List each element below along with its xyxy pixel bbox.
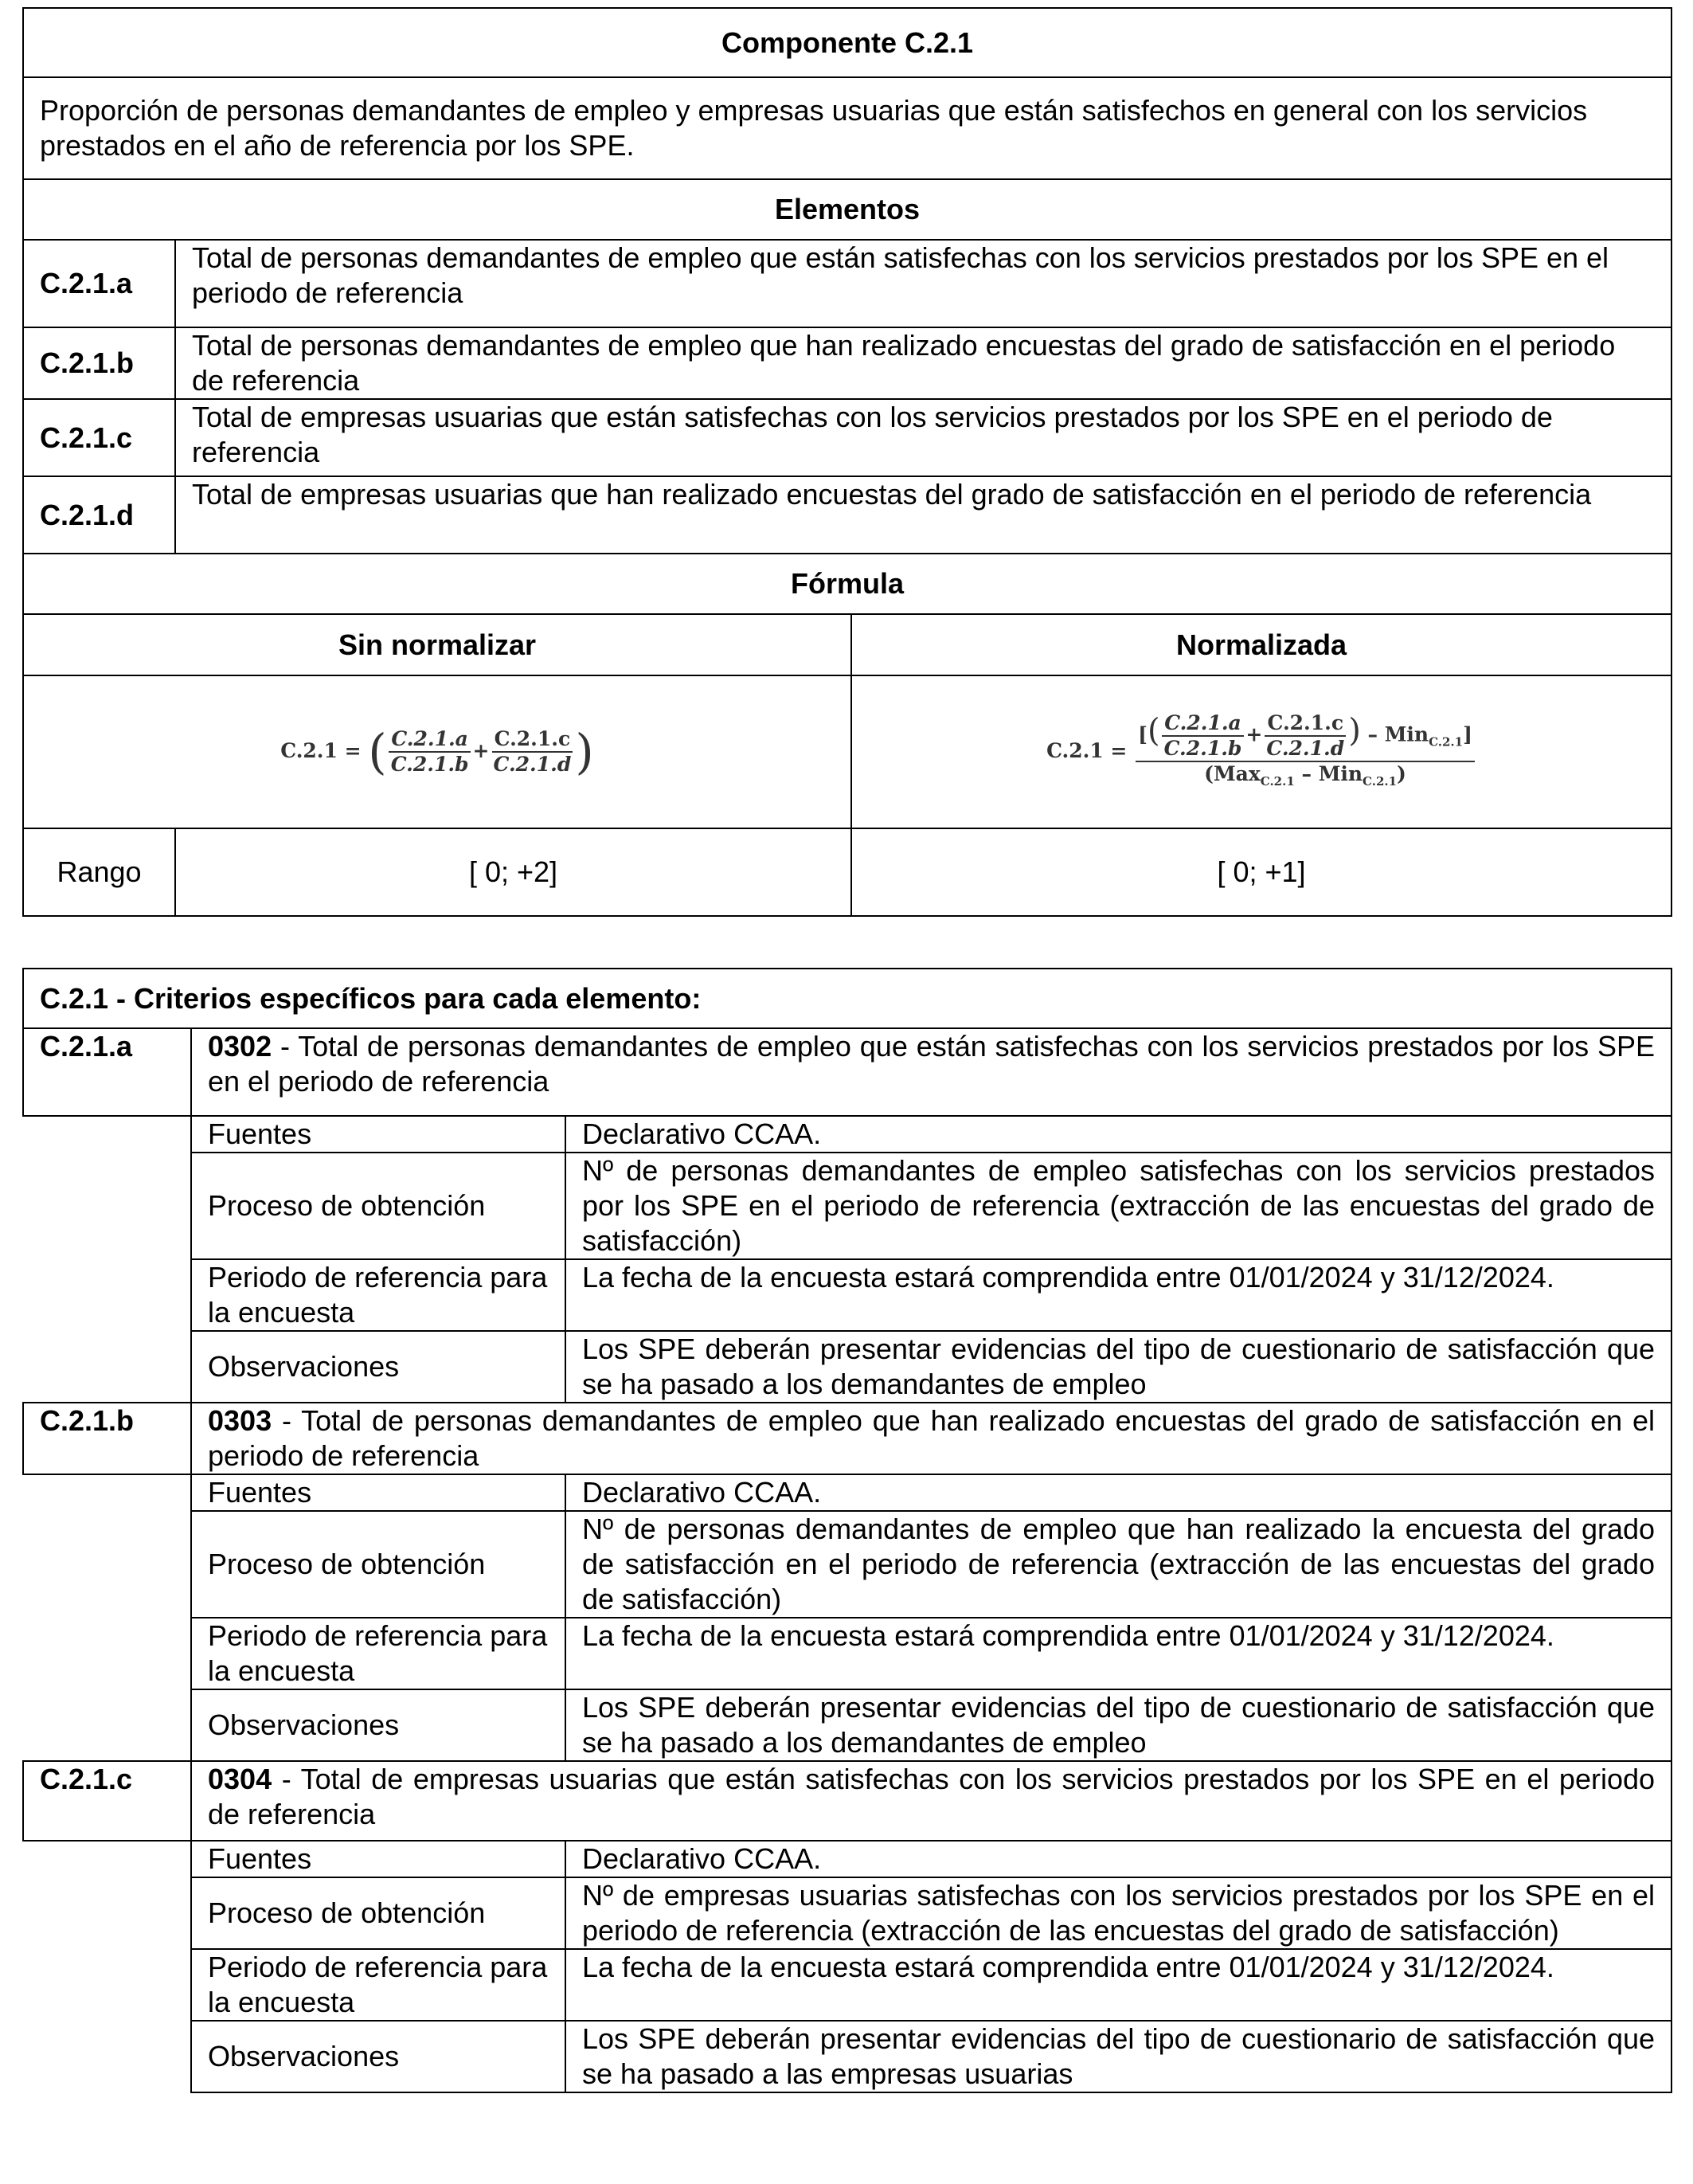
formula-denominator-b: C.2.1.b: [390, 753, 469, 776]
criteria-code: C.2.1.c: [23, 1761, 191, 1841]
formula-lhs: C.2.1 =: [280, 738, 362, 762]
fuentes-value: Declarativo CCAA.: [565, 1841, 1671, 1877]
component-table: [22, 7, 1672, 917]
observaciones-value: Los SPE deberán presentar evidencias del tipo de cuestionario de satisfacción que se ha pasado a las empresas usuarias: [565, 2021, 1671, 2092]
criteria-number: 0303: [208, 1404, 272, 1437]
proceso-value: Nº de personas demandantes de empleo que han realizado la encuesta del grado de satisfacción en el periodo de referencia (extracción de las encuestas del grado de satisfacción): [565, 1511, 1671, 1618]
observaciones-value: Los SPE deberán presentar evidencias del tipo de cuestionario de satisfacción que se ha pasado a los demandantes de empleo: [565, 1689, 1671, 1761]
criteria-code: C.2.1.a: [23, 1028, 191, 1116]
elements-header: Elementos: [23, 179, 1671, 240]
observaciones-value: Los SPE deberán presentar evidencias del tipo de cuestionario de satisfacción que se ha pasado a los demandantes de empleo: [565, 1331, 1671, 1403]
fuentes-label: Fuentes: [191, 1841, 565, 1877]
range-label: Rango: [23, 828, 175, 916]
proceso-label: Proceso de obtención: [191, 1511, 565, 1618]
proceso-label: Proceso de obtención: [191, 1153, 565, 1259]
fuentes-value: Declarativo CCAA.: [565, 1116, 1671, 1153]
periodo-label: Periodo de referencia para la encuesta: [191, 1259, 565, 1331]
criteria-heading: 0303 - Total de personas demandantes de empleo que han realizado encuestas del grado de satisfacción en el periodo de referencia: [191, 1403, 1671, 1474]
periodo-value: La fecha de la encuesta estará comprendida entre 01/01/2024 y 31/12/2024.: [565, 1949, 1671, 2021]
formula-plus: +: [472, 738, 490, 762]
observaciones-label: Observaciones: [191, 2021, 565, 2092]
range-normalizada: [ 0; +1]: [851, 828, 1671, 916]
observaciones-label: Observaciones: [191, 1331, 565, 1403]
proceso-label: Proceso de obtención: [191, 1877, 565, 1949]
criteria-number: 0304: [208, 1763, 272, 1795]
criteria-heading: 0302 - Total de personas demandantes de empleo que están satisfechas con los servicios prestados por los SPE en el periodo de referencia: [191, 1028, 1671, 1116]
periodo-label: Periodo de referencia para la encuesta: [191, 1949, 565, 2021]
element-text: Total de personas demandantes de empleo que están satisfechas con los servicios prestados por los SPE en el periodo de referencia: [175, 240, 1671, 327]
column-sin-normalizar: Sin normalizar: [23, 614, 851, 675]
criteria-code: C.2.1.b: [23, 1403, 191, 1474]
criteria-table: [22, 968, 1672, 2093]
proceso-value: Nº de personas demandantes de empleo satisfechas con los servicios prestados por los SPE en el periodo de referencia (extracción de las encuestas del grado de satisfacción): [565, 1153, 1671, 1259]
component-title: Componente C.2.1: [23, 8, 1671, 77]
fuentes-label: Fuentes: [191, 1116, 565, 1153]
formula-numerator-a: C.2.1.a: [389, 727, 471, 753]
criteria-number: 0302: [208, 1030, 272, 1063]
formula-denominator-d: C.2.1.d: [493, 753, 572, 776]
observaciones-label: Observaciones: [191, 1689, 565, 1761]
criteria-heading: 0304 - Total de empresas usuarias que están satisfechas con los servicios prestados por los SPE en el periodo de referencia: [191, 1761, 1671, 1841]
component-description: Proporción de personas demandantes de empleo y empresas usuarias que están satisfechos en general con los servicios prestados en el año de referencia por los SPE.: [23, 77, 1671, 179]
element-code: C.2.1.c: [23, 399, 175, 476]
element-code: C.2.1.a: [23, 240, 175, 327]
fuentes-value: Declarativo CCAA.: [565, 1474, 1671, 1511]
formula-numerator-c: C.2.1.c: [492, 727, 573, 753]
range-sin-normalizar: [ 0; +2]: [175, 828, 851, 916]
periodo-value: La fecha de la encuesta estará comprendida entre 01/01/2024 y 31/12/2024.: [565, 1259, 1671, 1331]
element-text: Total de empresas usuarias que han realizado encuestas del grado de satisfacción en el periodo de referencia: [175, 476, 1671, 554]
periodo-value: La fecha de la encuesta estará comprendida entre 01/01/2024 y 31/12/2024.: [565, 1618, 1671, 1689]
formula-normalized: C.2.1 = [( $\frac{C.2.1.a}{C.2.1.b}$ + $\frac{C.2.1.c}{C.2.1.d}$ ) – Min$_{C.2.1}$] (Max$_{C.2.1}$ – Min$_{C.2.1}$): [1046, 739, 1476, 762]
element-text: Total de empresas usuarias que están satisfechas con los servicios prestados por los SPE en el periodo de referencia: [175, 399, 1671, 476]
proceso-value: Nº de empresas usuarias satisfechas con los servicios prestados por los SPE en el periodo de referencia (extracción de las encuestas del grado de satisfacción): [565, 1877, 1671, 1949]
formula-lhs: C.2.1 =: [1046, 738, 1128, 762]
formula-normalizada: [851, 675, 1671, 828]
column-normalizada: Normalizada: [851, 614, 1671, 675]
element-text: Total de personas demandantes de empleo que han realizado encuestas del grado de satisfacción en el periodo de referencia: [175, 327, 1671, 399]
periodo-label: Periodo de referencia para la encuesta: [191, 1618, 565, 1689]
formula-header: Fórmula: [23, 554, 1671, 614]
element-code: C.2.1.d: [23, 476, 175, 554]
fuentes-label: Fuentes: [191, 1474, 565, 1511]
formula-raw: C.2.1 = ( $\frac{C.2.1.a}{C.2.1.b}$ + $\frac{C.2.1.c}{C.2.1.d}$ ): [280, 724, 594, 780]
formula-sin-normalizar: [23, 675, 851, 828]
criteria-title: C.2.1 - Criterios específicos para cada elemento:: [23, 969, 1671, 1028]
element-code: C.2.1.b: [23, 327, 175, 399]
